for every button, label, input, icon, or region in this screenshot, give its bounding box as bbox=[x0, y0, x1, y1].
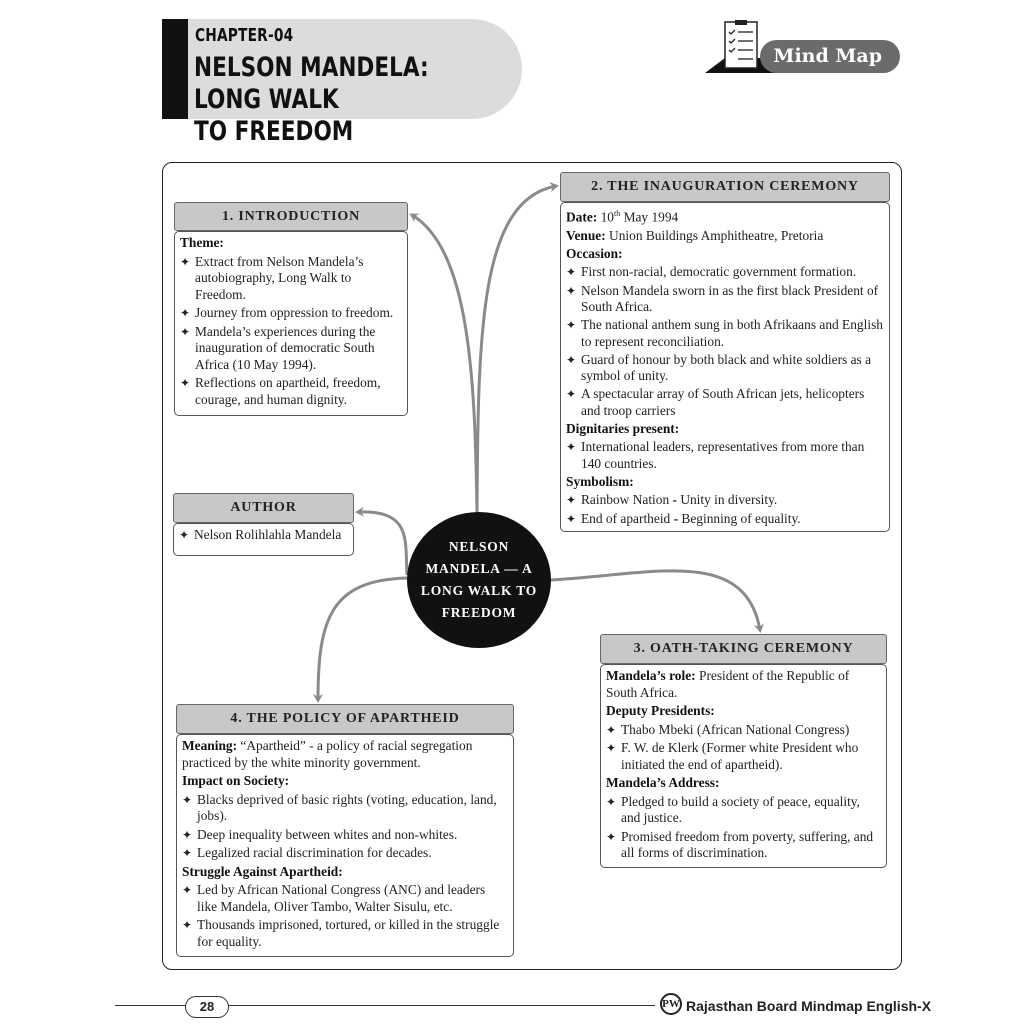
apartheid-box bbox=[176, 734, 514, 957]
footer-book-title: Rajasthan Board Mindmap English-X bbox=[686, 998, 932, 1014]
theme-label: Theme: bbox=[180, 235, 224, 250]
dignitaries-label: Dignitaries present: bbox=[566, 421, 680, 437]
introduction-box bbox=[174, 231, 408, 416]
meaning-line: Meaning: “Apartheid” - a policy of racial segregation practiced by the white minority government. bbox=[182, 738, 473, 770]
list-item: ✦ The national anthem sung in both Afrikaans and English to represent reconciliation. bbox=[566, 317, 883, 349]
symbolism-label: Symbolism: bbox=[566, 473, 634, 489]
list-item: ✦ Guard of honour by both black and white soldiers as a symbol of unity. bbox=[566, 351, 872, 384]
list-item: ✦ Legalized racial discrimination for decades. bbox=[182, 845, 432, 860]
apartheid-title: 4. THE POLICY OF APARTHEID bbox=[176, 704, 514, 734]
author-title: AUTHOR bbox=[173, 493, 354, 523]
central-topic: NELSON MANDELA — A LONG WALK TO FREEDOM bbox=[407, 512, 551, 648]
list-item: ✦ Nelson Mandela sworn in as the first black President of South Africa. bbox=[566, 282, 879, 314]
connector-oath bbox=[550, 571, 760, 630]
oath-title: 3. OATH-TAKING CEREMONY bbox=[600, 634, 887, 664]
publisher-logo-icon: PW bbox=[660, 993, 682, 1015]
connector-inauguration bbox=[477, 186, 556, 513]
list-item: ✦ Deep inequality between whites and non-whites. bbox=[182, 826, 458, 842]
chapter-label: CHAPTER-04 bbox=[195, 25, 294, 46]
list-item: ✦ A spectacular array of South African jets, helicopters and troop carriers bbox=[566, 386, 865, 418]
deputy-label: Deputy Presidents: bbox=[606, 703, 715, 718]
oath-box bbox=[600, 664, 887, 868]
struggle-label: Struggle Against Apartheid: bbox=[182, 863, 343, 879]
list-item: ✦ End of apartheid - Beginning of equality. bbox=[566, 510, 801, 526]
venue-line: Venue: Union Buildings Amphitheatre, Pretoria bbox=[566, 227, 824, 243]
list-item: ✦ Blacks deprived of basic rights (voting, education, land, jobs). bbox=[182, 791, 497, 823]
list-item: ✦ Journey from oppression to freedom. bbox=[180, 305, 394, 320]
impact-label: Impact on Society: bbox=[182, 773, 290, 788]
list-item: ✦ Nelson Rolihlahla Mandela bbox=[179, 527, 342, 542]
list-item: ✦ First non-racial, democratic government formation. bbox=[566, 264, 857, 280]
connector-author bbox=[358, 512, 407, 575]
author-box bbox=[173, 523, 354, 556]
list-item: ✦ Extract from Nelson Mandela’s autobiography, Long Walk to Freedom. bbox=[180, 253, 364, 302]
connector-introduction bbox=[412, 215, 477, 513]
introduction-title: 1. INTRODUCTION bbox=[174, 202, 408, 231]
page-number: 28 bbox=[185, 996, 229, 1018]
list-item: ✦ Rainbow Nation - Unity in diversity. bbox=[566, 492, 778, 508]
list-item: ✦ Thabo Mbeki (African National Congress) bbox=[606, 721, 850, 737]
inauguration-title: 2. THE INAUGURATION CEREMONY bbox=[560, 172, 890, 202]
occasion-label: Occasion: bbox=[566, 246, 623, 262]
list-item: ✦ F. W. de Klerk (Former white President who initiated the end of apartheid). bbox=[606, 740, 859, 772]
list-item: ✦ Promised freedom from poverty, suffering, and all forms of discrimination. bbox=[606, 828, 874, 860]
page-title-line1: NELSON MANDELA: LONG WALK bbox=[194, 52, 429, 115]
list-item: ✦ Thousands imprisoned, tortured, or killed in the struggle for equality. bbox=[182, 917, 500, 949]
date-line: Date: 10th May 1994 bbox=[566, 209, 679, 225]
role-line: Mandela’s role: President of the Republic of South Africa. bbox=[606, 668, 850, 700]
list-item: ✦ Reflections on apartheid, freedom, courage, and human dignity. bbox=[180, 375, 381, 407]
list-item: ✦ Led by African National Congress (ANC) and leaders like Mandela, Oliver Tambo, Walter Sisulu, etc. bbox=[182, 882, 486, 914]
list-item: ✦ International leaders, representatives from more than 140 countries. bbox=[566, 439, 865, 471]
list-item: ✦ Pledged to build a society of peace, equality, and justice. bbox=[606, 793, 860, 825]
address-label: Mandela’s Address: bbox=[606, 775, 720, 790]
inauguration-box bbox=[560, 202, 890, 532]
page-title-line2: TO FREEDOM bbox=[194, 116, 354, 147]
connector-apartheid bbox=[318, 578, 407, 700]
list-item: ✦ Mandela’s experiences during the inauguration of democratic South Africa (10 May 1994). bbox=[180, 323, 376, 372]
mind-map-badge: Mind Map bbox=[760, 40, 900, 73]
